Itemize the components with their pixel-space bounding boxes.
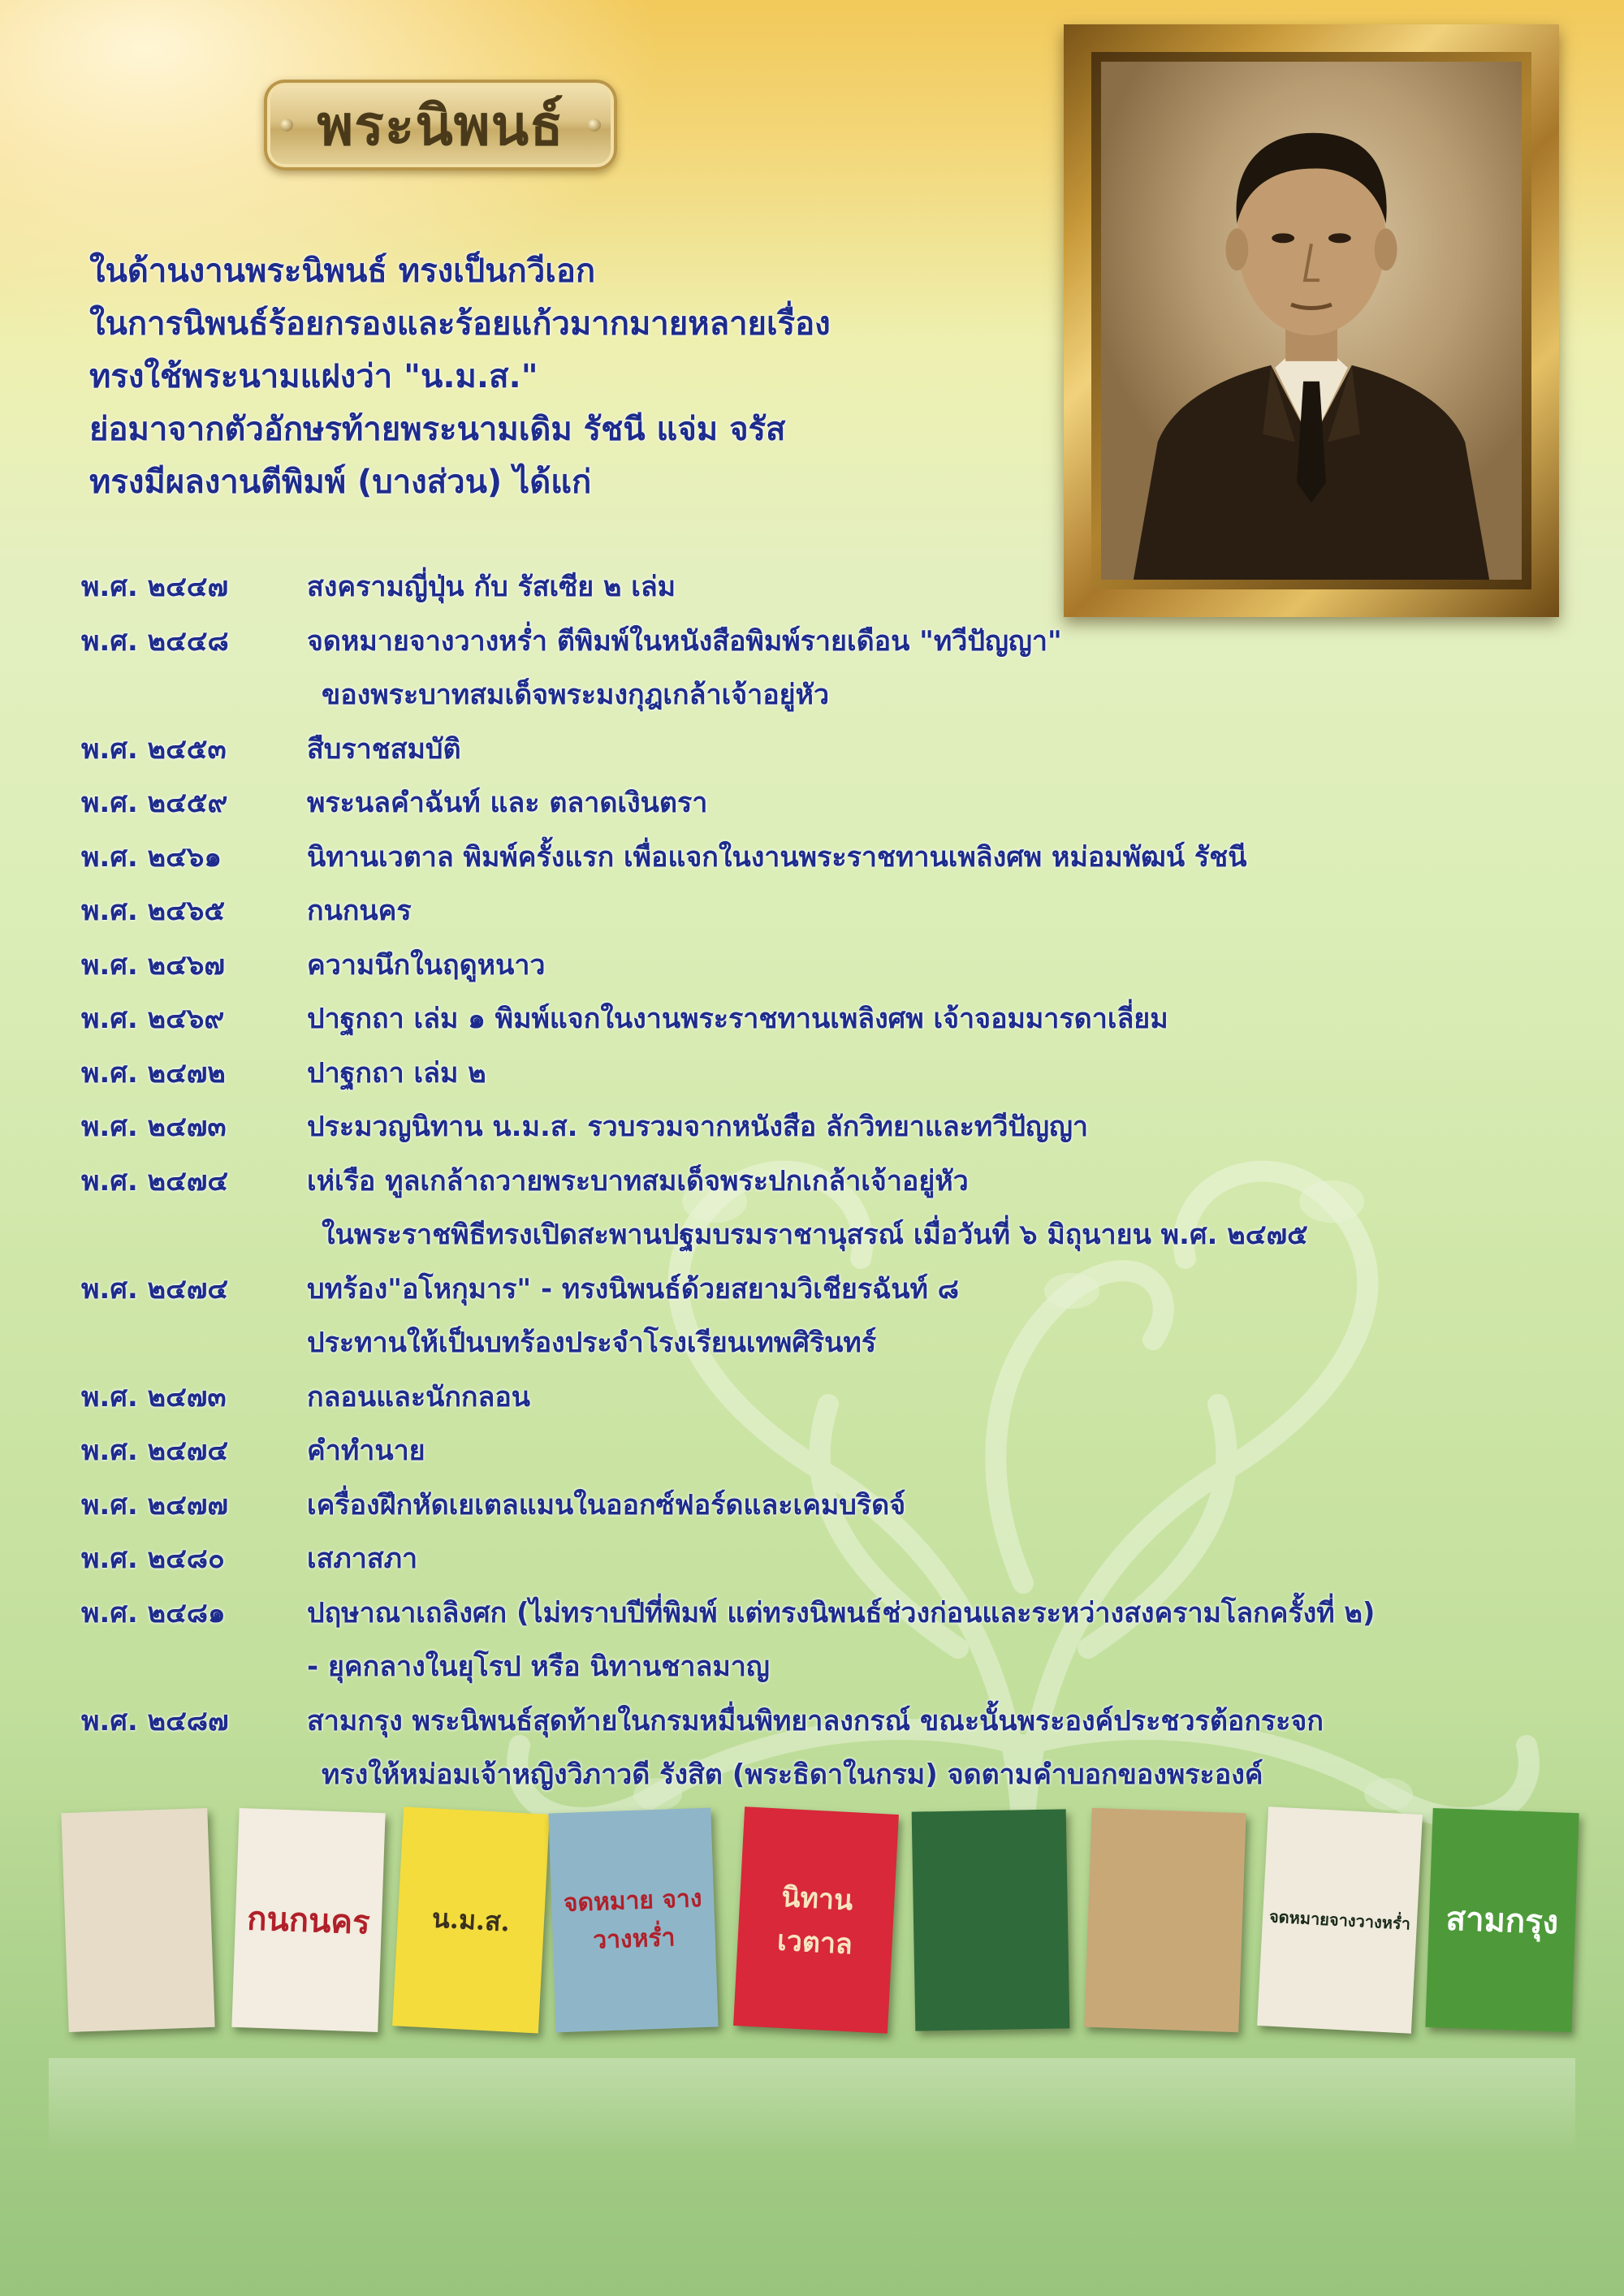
works-item	[81, 1586, 1543, 1641]
book-cover	[1084, 1808, 1246, 2032]
book-title: จดหมาย จางวางหร่ำ	[563, 1884, 703, 1955]
book-title: นิทาน เวตาล	[776, 1880, 854, 1962]
works-title: ทรงให้หม่อมเจ้าหญิงวิภาวดี รังสิต (พระธิดาในกรม) จดตามคำบอกของพระองค์	[322, 1759, 1263, 1791]
works-year: พ.ศ. ๒๔๕๓	[81, 732, 227, 766]
title-plaque	[264, 80, 617, 170]
works-year: พ.ศ. ๒๔๗๔	[81, 1164, 229, 1198]
works-title: ปาฐกถา เล่ม ๒	[307, 1056, 486, 1090]
works-item	[81, 939, 1543, 993]
book-cover	[61, 1808, 214, 2032]
works-item	[81, 1047, 1543, 1101]
works-item	[81, 1262, 1543, 1317]
intro-line: ทรงใช้พระนามแฝงว่า "น.ม.ส."	[89, 358, 538, 395]
plaque-screw-left	[280, 119, 293, 132]
works-item-continued	[81, 1640, 1543, 1694]
works-title: ประทานให้เป็นบทร้องประจำโรงเรียนเทพศิรินทร์	[307, 1327, 877, 1359]
book-cover	[733, 1806, 899, 2034]
works-title: พระนลคำฉันท์ และ ตลาดเงินตรา	[307, 787, 708, 819]
book-cover	[912, 1809, 1070, 2031]
works-year: พ.ศ. ๒๔๘๗	[81, 1704, 229, 1737]
works-year: พ.ศ. ๒๔๖๕	[81, 895, 226, 927]
book-cover	[392, 1806, 550, 2033]
works-item	[81, 1370, 1543, 1425]
works-year: พ.ศ. ๒๔๖๑	[81, 840, 222, 874]
man-portrait-image	[1101, 62, 1522, 580]
works-title: ปาฐกถา เล่ม ๑ พิมพ์แจกในงานพระราชทานเพลิงศพ เจ้าจอมมารดาเลี่ยม	[307, 1003, 1168, 1035]
works-item	[81, 884, 1543, 939]
page-title: พระนิพนธ์	[317, 93, 564, 158]
works-title: - ยุคกลางในยุโรป หรือ นิทานชาลมาญ	[307, 1651, 770, 1683]
works-title: ประมวญนิทาน น.ม.ส. รวบรวมจากหนังสือ ลักวิทยาและทวีปัญญา	[307, 1111, 1089, 1143]
works-item	[81, 992, 1543, 1047]
works-year: พ.ศ. ๒๔๘๐	[81, 1543, 225, 1575]
intro-line: ย่อมาจากตัวอักษรท้ายพระนามเดิม รัชนี แจ่ม จรัส	[89, 411, 786, 448]
book-title: จดหมายจางวางหร่ำ	[1268, 1906, 1411, 1934]
intro-line: ในการนิพนธ์ร้อยกรองและร้อยแก้วมากมายหลายเรื่อง	[89, 305, 831, 343]
book-title: สามกรุง	[1445, 1899, 1559, 1942]
works-item	[81, 1424, 1543, 1478]
works-year: พ.ศ. ๒๔๘๑	[81, 1596, 226, 1629]
book-reflection	[49, 2058, 1575, 2156]
plaque-screw-right	[588, 119, 601, 132]
intro-paragraph	[89, 245, 1023, 509]
book-covers-row	[49, 1810, 1575, 2054]
works-title: กนกนคร	[307, 895, 412, 927]
works-title: ความนึกในฤดูหนาว	[307, 948, 546, 982]
book-cover	[1425, 1808, 1579, 2032]
works-list	[81, 560, 1543, 1802]
works-item-continued	[81, 1316, 1543, 1370]
works-item	[81, 723, 1543, 777]
works-title: เครื่องฝึกหัดเยเตลแมนในออกซ์ฟอร์ดและเคมบริดจ์	[307, 1488, 906, 1521]
works-year: พ.ศ. ๒๔๕๙	[81, 787, 228, 819]
works-title: ในพระราชพิธีทรงเปิดสะพานปฐมบรมราชานุสรณ์ เมื่อวันที่ ๖ มิถุนายน พ.ศ. ๒๔๗๕	[322, 1219, 1308, 1251]
works-item	[81, 1154, 1543, 1209]
works-title: กลอนและนักกลอน	[307, 1380, 531, 1413]
works-title: นิทานเวตาล พิมพ์ครั้งแรก เพื่อแจกในงานพระราชทานเพลิงศพ หม่อมพัฒน์ รัชนี	[307, 840, 1247, 874]
works-item	[81, 1694, 1543, 1749]
intro-line: ทรงมีผลงานตีพิมพ์ (บางส่วน) ได้แก่	[89, 464, 592, 501]
book-cover	[548, 1808, 718, 2033]
book-cover	[231, 1808, 385, 2032]
works-item-continued	[81, 1208, 1543, 1262]
works-title: สงครามญี่ปุ่น กับ รัสเซีย ๒ เล่ม	[307, 571, 676, 603]
works-title: ของพระบาทสมเด็จพระมงกุฎเกล้าเจ้าอยู่หัว	[322, 679, 830, 711]
works-item	[81, 560, 1543, 615]
works-title: จดหมายจางวางหร่ำ ตีพิมพ์ในหนังสือพิมพ์รายเดือน "ทวีปัญญา"	[307, 624, 1062, 658]
works-year: พ.ศ. ๒๔๖๙	[81, 1003, 225, 1035]
works-item-continued	[81, 1748, 1543, 1802]
works-item	[81, 776, 1543, 831]
works-title: คำทำนาย	[307, 1435, 425, 1467]
book-cover	[1257, 1806, 1423, 2034]
works-year: พ.ศ. ๒๔๗๗	[81, 1488, 228, 1521]
works-item	[81, 615, 1543, 669]
works-year: พ.ศ. ๒๔๖๗	[81, 948, 225, 982]
works-item-continued	[81, 668, 1543, 723]
works-item	[81, 831, 1543, 885]
works-item	[81, 1478, 1543, 1533]
book-title: น.ม.ส.	[431, 1902, 511, 1937]
works-year: พ.ศ. ๒๔๗๔	[81, 1272, 229, 1306]
works-title: สืบราชสมบัติ	[307, 732, 461, 766]
book-title: กนกนคร	[246, 1899, 371, 1942]
works-title: บทร้อง"อโหกุมาร" - ทรงนิพนธ์ด้วยสยามวิเชียรฉันท์ ๘	[307, 1272, 959, 1306]
intro-line: ในด้านงานพระนิพนธ์ ทรงเป็นกวีเอก	[89, 252, 596, 290]
works-title: เสภาสภา	[307, 1543, 418, 1575]
works-item	[81, 1532, 1543, 1586]
works-year: พ.ศ. ๒๔๗๓	[81, 1111, 227, 1143]
portrait-photo	[1101, 62, 1522, 580]
works-year: พ.ศ. ๒๔๔๘	[81, 624, 229, 658]
works-year: พ.ศ. ๒๔๗๓	[81, 1380, 227, 1413]
works-year: พ.ศ. ๒๔๔๗	[81, 571, 229, 603]
works-title: สามกรุง พระนิพนธ์สุดท้ายในกรมหมื่นพิทยาลงกรณ์ ขณะนั้นพระองค์ประชวรต้อกระจก	[307, 1704, 1324, 1737]
works-year: พ.ศ. ๒๔๗๒	[81, 1056, 226, 1090]
works-title: เห่เรือ ทูลเกล้าถวายพระบาทสมเด็จพระปกเกล้าเจ้าอยู่หัว	[307, 1164, 969, 1198]
works-title: ปฤษาณาเถลิงศก (ไม่ทราบปีที่พิมพ์ แต่ทรงนิพนธ์ช่วงก่อนและระหว่างสงครามโลกครั้งที่ ๒)	[307, 1596, 1376, 1629]
works-item	[81, 1100, 1543, 1154]
portrait-frame	[1064, 24, 1559, 617]
works-year: พ.ศ. ๒๔๗๔	[81, 1435, 229, 1467]
portrait-mat	[1091, 52, 1531, 589]
